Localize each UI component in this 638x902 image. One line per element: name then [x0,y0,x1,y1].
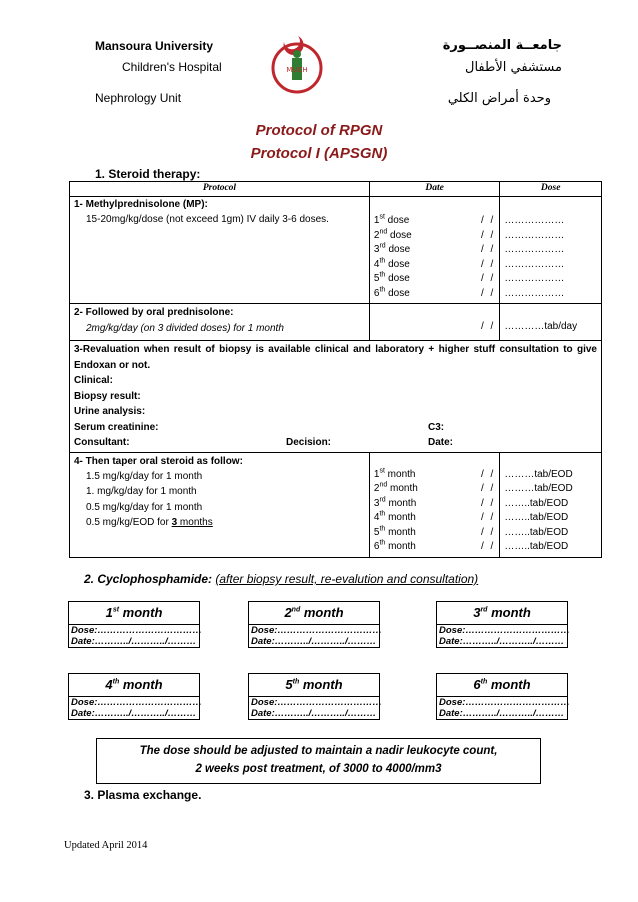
month-box-title: 3rd month [437,602,567,625]
hospital-name-ar: مستشفي الأطفال [465,60,562,75]
month-date-field[interactable]: Date:………../………../……… [439,708,565,719]
date-label: Date: [428,437,454,448]
month-date-field[interactable]: Date:………../………../……… [71,708,197,719]
table-row [70,341,602,453]
prednisolone-instructions: 2mg/kg/day (on 3 divided doses) for 1 month [86,323,284,334]
month-box-title: 6th month [437,674,567,697]
dose-adjustment-note [96,738,541,784]
header-protocol: Protocol [70,182,370,197]
month-box-4 [68,673,200,720]
dose-blank[interactable]: ……..tab/EOD [504,541,569,552]
date-blank[interactable]: / / [480,273,496,284]
unit-name-ar: وحدة أمراض الكلي [447,91,551,106]
month-box-3 [436,601,568,648]
dose-4-row: 4th dose / / [374,258,495,273]
table-header-row [70,182,602,197]
section-2-note: (after biopsy result, re-evalution and consultation) [215,572,479,586]
protocol-title: Protocol of RPGN [255,122,383,139]
section-1-heading: 1. Steroid therapy: [95,167,201,181]
month-4-row: 4th month / / [374,511,495,526]
biopsy-label: Biopsy result: [74,390,141,402]
date-blank[interactable]: / / [480,541,496,552]
month-box-title: 4th month [69,674,199,697]
consultant-label: Consultant: [74,437,130,448]
note-line-1: The dose should be adjusted to maintain a nadir leukocyte count, [139,745,498,757]
month-box-6 [436,673,568,720]
dose-blank[interactable]: …………tab/day [504,321,578,332]
header-date: Date [369,182,499,197]
month-date-field[interactable]: Date:………../………../……… [439,636,565,647]
protocol-subtitle: Protocol I (APSGN) [250,145,388,162]
urine-label: Urine analysis: [74,406,146,417]
date-blank[interactable]: / / [480,258,496,270]
dose-blank[interactable]: ……..tab/EOD [504,512,569,523]
month-5-row: 5th month / / [374,526,495,541]
month-dose-field[interactable]: Dose:…………………………… [439,697,570,708]
dose-3-row: 3rd dose / / [374,243,495,258]
date-blank[interactable]: / / [480,215,496,226]
note-line-2: 2 weeks post treatment, of 3000 to 4000/mm3 [195,763,442,775]
c3-label: C3: [428,421,445,433]
section-3-heading: 3. Plasma exchange. [84,788,202,802]
taper-title: 4- Then taper oral steroid as follow: [74,455,243,467]
updated-date: Updated April 2014 [64,840,148,851]
revaluation-text: 3-Revaluation when result of biopsy is available clinical and laboratory + higher stuff consultation to give Endoxan or not. [74,344,597,371]
month-dose-field[interactable]: Dose:…………………………… [439,625,570,636]
dose-6-row: 6th dose / / [374,287,495,302]
dose-blank[interactable]: ……………… [504,215,565,226]
dose-blank[interactable]: ……………… [504,244,565,255]
month-3-row: 3rd month / / [374,497,495,512]
dose-blank[interactable]: ………tab/EOD [504,468,573,480]
month-date-field[interactable]: Date:………../………../……… [71,636,197,647]
taper-line-2: 1. mg/kg/day for 1 month [86,486,197,497]
date-blank[interactable]: / / [480,512,496,523]
dose-1-row: 1st dose / / [374,214,495,229]
dose-blank[interactable]: ……..tab/EOD [504,497,569,509]
month-dose-field[interactable]: Dose:…………………………… [71,625,202,636]
dose-blank[interactable]: ……………… [504,273,565,284]
month-box-2 [248,601,380,648]
month-6-row: 6th month / / [374,540,495,555]
date-blank[interactable]: / / [480,497,496,509]
dose-blank[interactable]: ……………… [504,258,565,270]
month-box-1 [68,601,200,648]
month-box-title: 2nd month [249,602,379,625]
dose-blank[interactable]: ……..tab/EOD [504,526,569,538]
header-dose: Dose [500,182,602,197]
taper-line-3: 0.5 mg/kg/day for 1 month [86,501,203,513]
date-blank[interactable]: / / [480,244,496,255]
month-box-title: 5th month [249,674,379,697]
unit-name-en: Nephrology Unit [95,91,182,105]
date-blank[interactable]: / / [480,287,496,299]
logo-text: MUCH [286,66,308,74]
dose-blank[interactable]: ………tab/EOD [504,483,573,494]
dose-blank[interactable]: ……………… [504,287,565,299]
university-name-en: Mansoura University [95,39,214,53]
month-date-field[interactable]: Date:………../………../……… [251,636,377,647]
date-blank[interactable]: / / [480,483,496,494]
taper-line-1: 1.5 mg/kg/day for 1 month [86,470,203,482]
month-dose-field[interactable]: Dose:…………………………… [251,625,382,636]
dose-blank[interactable]: ……………… [504,229,565,241]
dose-2-row: 2nd dose / / [374,229,495,244]
month-dose-field[interactable]: Dose:…………………………… [251,697,382,708]
month-date-field[interactable]: Date:………../………../……… [251,708,377,719]
date-blank[interactable]: / / [480,229,496,241]
steroid-protocol-table [69,181,602,558]
table-row [70,304,602,341]
taper-line-4: 0.5 mg/kg/EOD for 3 months [86,517,213,528]
dose-5-row: 5th dose / / [374,272,495,287]
month-dose-field[interactable]: Dose:…………………………… [71,697,202,708]
date-blank[interactable]: / / [480,526,496,538]
hospital-name-en: Children's Hospital [122,60,222,74]
clinical-label: Clinical: [74,375,113,386]
prednisolone-title: 2- Followed by oral prednisolone: [74,307,234,318]
month-box-title: 1st month [69,602,199,625]
table-row [70,452,602,557]
creatinine-label: Serum creatinine: [74,421,159,433]
mp-instructions: 15-20mg/kg/dose (not exceed 1gm) IV daily 3-6 doses. [86,214,329,225]
logo-head [293,50,301,58]
hospital-logo [262,28,332,98]
month-box-5 [248,673,380,720]
mp-title: 1- Methylprednisolone (MP): [74,199,208,210]
month-2-row: 2nd month / / [374,482,495,497]
date-blank[interactable]: / / [480,468,496,480]
university-name-ar: جامعــة المنصــورة [442,38,562,53]
section-2-heading: 2. Cyclophosphamide: (after biopsy result, re-evalution and consultation) [84,572,479,586]
table-row [70,197,602,304]
decision-label: Decision: [286,437,332,448]
month-1-row: 1st month / / [374,468,495,483]
date-blank[interactable]: / / [480,321,496,332]
